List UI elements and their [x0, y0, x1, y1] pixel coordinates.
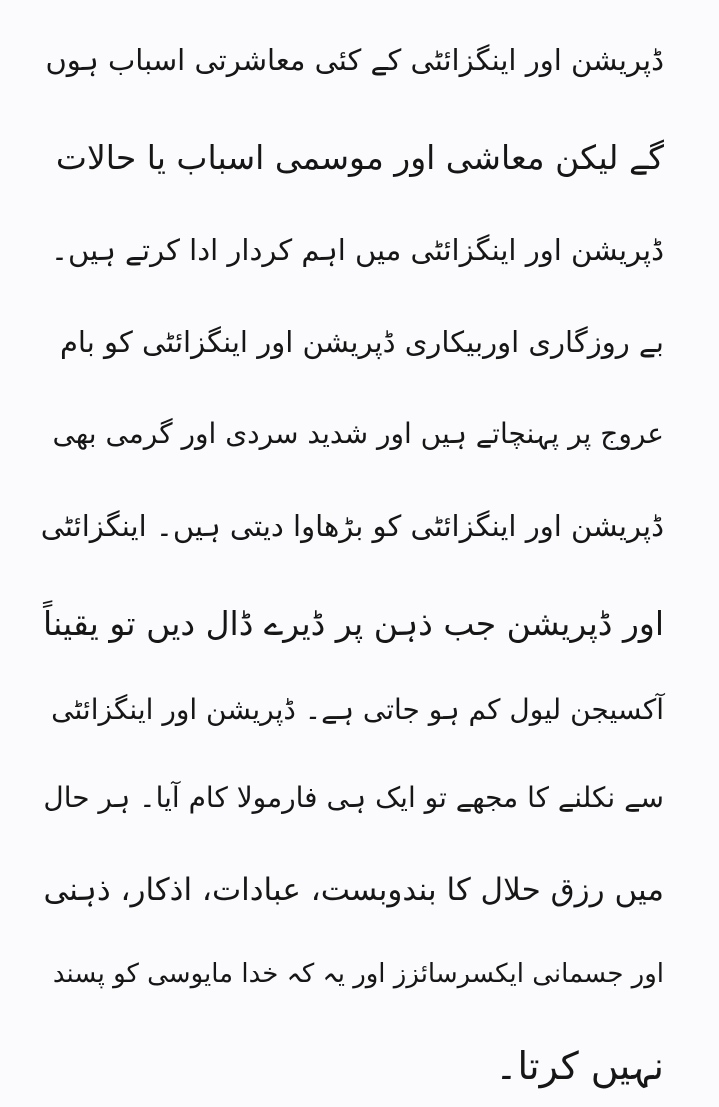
text-line: گے لیکن معاشی اور موسمی اسباب یا حالات — [55, 138, 664, 177]
text-line: ڈپریشن اور اینگزائٹی کو بڑھاوا دیتی ہیں۔ اینگزائٹی — [40, 509, 664, 543]
text-line: اور ڈپریشن جب ذہن پر ڈیرے ڈال دیں تو یقیناً — [43, 604, 664, 643]
text-line: آکسیجن لیول کم ہو جاتی ہے۔ ڈپریشن اور اینگزائٹی — [51, 693, 664, 726]
text-line: بے روزگاری اوربیکاری ڈپریشن اور اینگزائٹی کو بام — [59, 325, 664, 359]
text-line: عروج پر پہنچاتے ہیں اور شدید سردی اور گرمی بھی — [52, 417, 664, 450]
text-line: اور جسمانی ایکسرسائزز اور یہ کہ خدا مایوسی کو پسند — [52, 959, 664, 989]
text-line: نہیں کرتا۔ — [495, 1044, 664, 1088]
text-line: ڈپریشن اور اینگزائٹی کے کئی معاشرتی اسباب ہوں — [45, 43, 664, 77]
text-line: میں رزق حلال کا بندوبست، عبادات، اذکار، ذہنی — [43, 872, 664, 908]
text-line: ڈپریشن اور اینگزائٹی میں اہم کردار ادا کرتے ہیں۔ — [51, 233, 664, 267]
text-line: سے نکلنے کا مجھے تو ایک ہی فارمولا کام آیا۔ ہر حال — [43, 781, 664, 814]
